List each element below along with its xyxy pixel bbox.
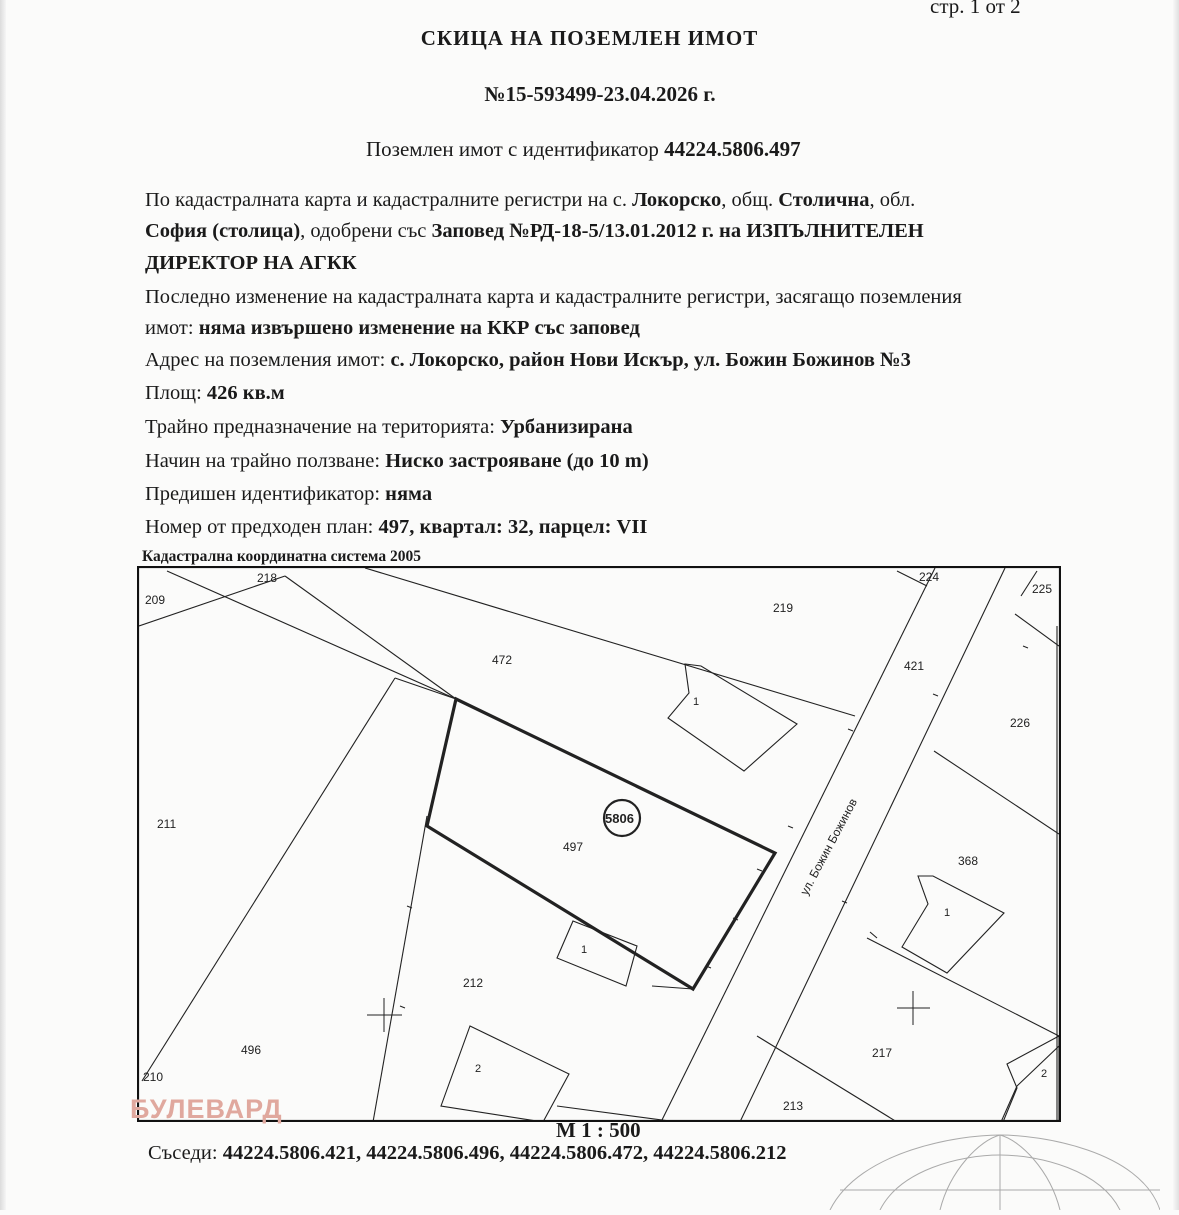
grid-cross-right — [897, 991, 930, 1025]
boundary-line — [1015, 614, 1059, 646]
parcel-label-213: 213 — [783, 1099, 804, 1113]
building-label-217: 2 — [1041, 1068, 1048, 1080]
building-212 — [441, 1026, 569, 1122]
document-title: СКИЦА НА ПОЗЕМЛЕН ИМОТ — [420, 26, 759, 50]
usage-label: Начин на трайно ползване: — [145, 450, 386, 472]
last-change-line-1: Последно изменение на кадастралната карта и кадастралните регистри, засягащо поземления — [145, 286, 962, 308]
stamp-emblem — [820, 1130, 1160, 1215]
parcel-label-497: 497 — [563, 840, 584, 854]
text: По кадастралната карта и кадастралните регистри на с. — [145, 189, 633, 211]
parcel-label-421: 421 — [904, 659, 925, 673]
order: Заповед №РД-18-5/13.01.2012 г. на ИЗПЪЛНИТЕЛЕН — [431, 220, 924, 242]
page-number: стр. 1 от 2 — [930, 0, 1021, 18]
area-line — [145, 378, 285, 409]
street-label: ул. Божин Божинов — [797, 796, 861, 898]
purpose-label: Трайно предназначение на територията: — [145, 416, 501, 438]
cadastre-line-2 — [145, 216, 924, 247]
building-label-368: 1 — [944, 907, 951, 919]
cadastre-line-3: ДИРЕКТОР НА АГКК — [145, 252, 357, 274]
boundary-line — [365, 568, 855, 716]
neighbors-line — [148, 1142, 786, 1165]
text: Номер от предходен план: — [145, 516, 379, 538]
subject-parcel-497 — [427, 699, 775, 989]
building-label-472: 1 — [693, 696, 700, 708]
usage-value: Ниско застрояване (до 10 m) — [385, 450, 649, 472]
neighbors-label: Съседи: — [148, 1142, 223, 1164]
parcel-label-226: 226 — [1010, 716, 1031, 730]
last-change-value: няма извършено изменение на ККР със заповед — [198, 317, 640, 339]
text: имот: — [145, 317, 199, 339]
district-badge: 5806 — [605, 811, 634, 826]
parcel-label-224: 224 — [919, 570, 940, 584]
plan-number: 497 — [378, 516, 410, 538]
boundary-line — [1001, 1086, 1017, 1122]
building-label-497: 1 — [581, 944, 588, 956]
identifier-label: Поземлен имот с идентификатор — [366, 137, 659, 161]
building-368 — [902, 876, 1004, 973]
identifier-value: 44224.5806.497 — [664, 137, 801, 161]
watermark: БУЛЕВАРД — [130, 1094, 283, 1124]
building-label-212: 2 — [475, 1063, 482, 1075]
neighbors-value: 44224.5806.421, 44224.5806.496, 44224.5806.472, 44224.5806.212 — [222, 1142, 787, 1164]
street-edge-right — [738, 568, 1005, 1122]
text: , общ. — [721, 189, 779, 211]
parcel-label-212: 212 — [463, 976, 484, 990]
parcel-label-217: 217 — [872, 1046, 893, 1060]
page-edge — [0, 0, 6, 1210]
coordinate-system-label: Кадастрална координатна система 2005 — [142, 548, 421, 565]
street-edge-left — [659, 568, 935, 1122]
boundary-line — [934, 751, 1059, 834]
parcel-label-209: 209 — [145, 593, 166, 607]
cadastre-line-1 — [145, 185, 915, 216]
plan-block: 32 — [507, 516, 529, 538]
parcel-label-219: 219 — [773, 601, 794, 615]
boundary-line — [167, 571, 456, 699]
parcel-label-472: 472 — [492, 653, 513, 667]
parcel-label-225: 225 — [1032, 582, 1053, 596]
previous-id-label: Предишен идентификатор: — [145, 483, 386, 505]
area-label: Площ: — [145, 382, 207, 404]
address-value: с. Локорско, район Нови Искър, ул. Божин Божинов №3 — [390, 349, 911, 371]
text: , одобрени със — [300, 220, 432, 242]
document-number: №15-593499-23.04.2026 г. — [484, 82, 716, 106]
grid-cross-left — [367, 998, 402, 1032]
purpose-value: Урбанизирана — [500, 416, 633, 438]
village: Локорско — [632, 189, 722, 211]
building-472 — [668, 664, 797, 771]
building-217 — [1003, 1036, 1059, 1122]
previous-id-line — [145, 479, 432, 510]
area-value: 426 кв.м — [206, 382, 285, 404]
previous-id-value: няма — [385, 483, 433, 505]
parcel-label-368: 368 — [958, 854, 979, 868]
parcel-label-496: 496 — [241, 1043, 262, 1057]
purpose-line — [145, 412, 633, 443]
boundary-line — [1017, 1046, 1059, 1086]
boundary-line — [285, 576, 456, 699]
parcel-label-218: 218 — [257, 571, 278, 585]
boundary-line — [867, 938, 1059, 1036]
text: , квартал: — [409, 516, 508, 538]
municipality: Столична — [778, 189, 870, 211]
boundary-line — [395, 678, 456, 699]
usage-line — [145, 446, 649, 477]
building-497 — [557, 921, 637, 986]
page-edge — [1173, 0, 1179, 1210]
parcel-label-211: 211 — [157, 817, 177, 831]
region: София (столица) — [145, 220, 301, 242]
map-scale: М 1 : 500 — [556, 1118, 641, 1142]
boundary-line — [142, 678, 395, 1081]
cadastral-map — [137, 566, 1061, 1122]
address-label: Адрес на поземления имот: — [145, 349, 391, 371]
text: , обл. — [869, 189, 916, 211]
last-change-line-2 — [145, 313, 640, 344]
parcel-label-210: 210 — [143, 1070, 164, 1084]
address-line — [145, 345, 911, 376]
boundary-line — [870, 932, 877, 938]
text: , парцел: — [528, 516, 617, 538]
previous-plan-line — [145, 512, 647, 543]
plan-parcel: VII — [616, 516, 648, 538]
boundary-line — [373, 816, 427, 1122]
identifier-line — [366, 137, 801, 162]
